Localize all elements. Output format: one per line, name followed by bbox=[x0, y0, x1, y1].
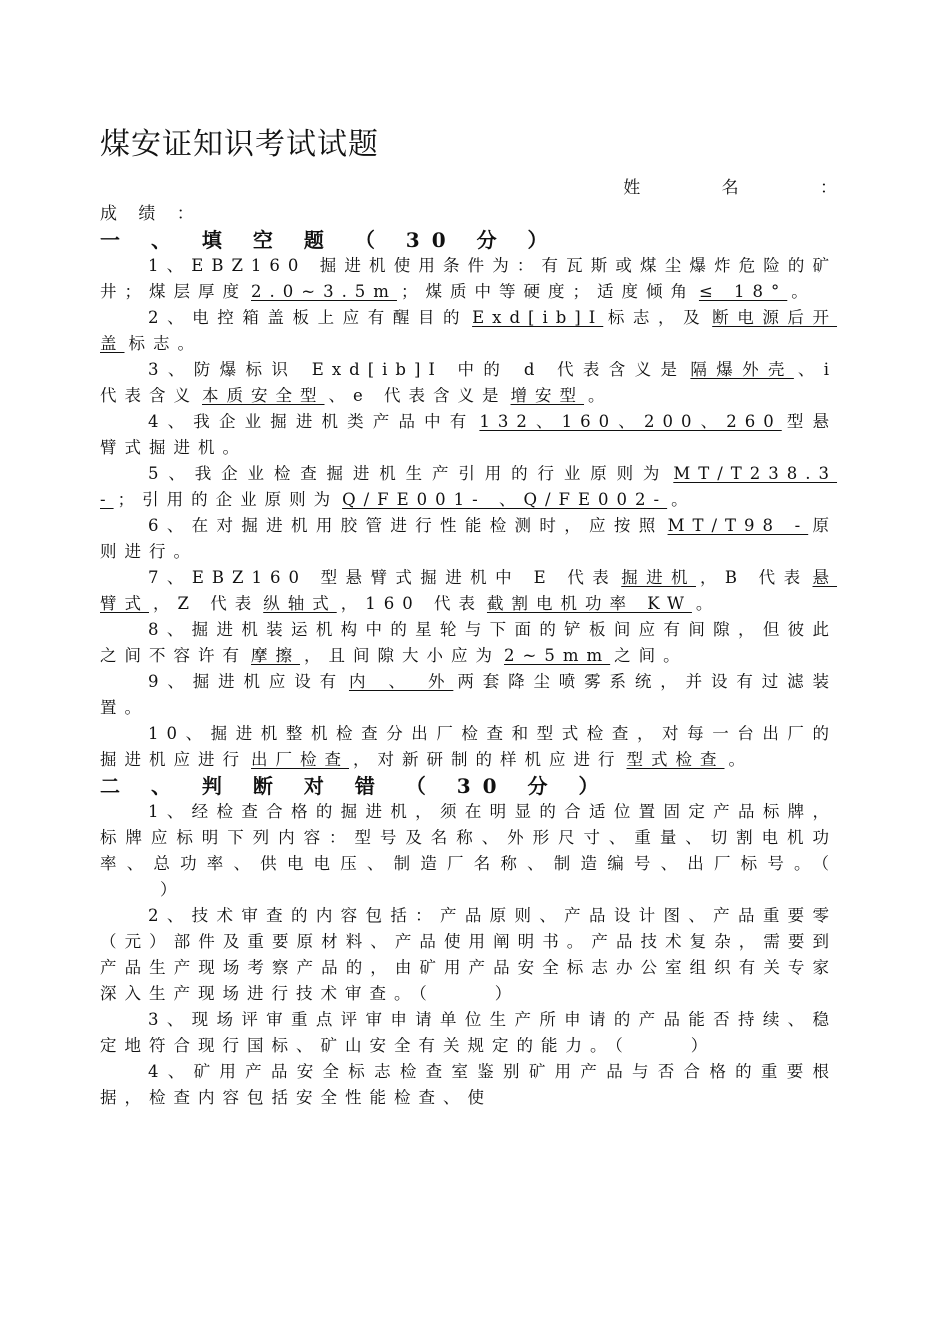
answer: 断电源后开盖 bbox=[100, 308, 838, 353]
fill-question-8: 8、掘进机装运机构中的星轮与下面的铲板间应有间隙，但彼此之间不容许有 摩擦 ，且间隙大小应为 2~5mm 之间。 bbox=[100, 620, 838, 665]
fill-question-6: 6、在对掘进机用胶管进行性能检测时，应按照 MT/T98 - 原则进行。 bbox=[100, 516, 838, 561]
answer: 出厂检查 bbox=[251, 750, 349, 769]
answer: 增安型 bbox=[510, 386, 585, 405]
section-heading-fill-blank: 一 、 填 空 题 （ 30 分 ） bbox=[100, 228, 560, 252]
answer: Q/FE001- 、Q/FE002- bbox=[342, 490, 668, 509]
judge-question-2: 2、技术审查的内容包括：产品原则、产品设计图、产品重要零（元）部件及重要原材料、产品使用阐明书。产品技术复杂，需要到产品生产现场考察产品的，由矿用产品安全标志办公室组织有关专家深入生产现场进行技术审查。（ ） bbox=[100, 906, 838, 1003]
answer: MT/T98 - bbox=[667, 516, 809, 535]
answer: ≤ 18° bbox=[698, 282, 788, 301]
section-heading-true-false: 二 、 判 断 对 错 （ 30 分 ） bbox=[100, 774, 611, 798]
fill-question-2: 2、电控箱盖板上应有醒目的 Exd[ib]I 标志，及 断电源后开盖 标志。 bbox=[100, 308, 838, 353]
answer: 隔爆外壳 bbox=[690, 360, 794, 379]
answer: 悬臂式 bbox=[100, 568, 838, 613]
answer: 掘进机 bbox=[621, 568, 696, 587]
answer: 纵轴式 bbox=[263, 594, 337, 613]
answer: Exd[ib]I bbox=[472, 308, 604, 327]
fill-question-9: 9、掘进机应设有 内 、 外 两套降尘喷雾系统，并设有过滤装置。 bbox=[100, 672, 838, 717]
answer: 2.0~3.5m bbox=[251, 282, 397, 301]
exam-page bbox=[100, 125, 875, 1111]
name-field-label: 姓 名 ： bbox=[623, 178, 875, 198]
fill-question-3: 3、防爆标识 Exd[ib]I 中的 d 代表含义是 隔爆外壳 、i 代表含义 本质安全型 、e 代表含义是 增安型 。 bbox=[100, 360, 838, 405]
fill-question-5: 5、我企业检查掘进机生产引用的行业原则为 MT/T238.3- ；引用的企业原则为 Q/FE001- 、Q/FE002- 。 bbox=[100, 464, 838, 509]
answer: 截割电机功率 KW bbox=[486, 594, 692, 613]
fill-question-1: 1、EBZ160 掘进机使用条件为：有瓦斯或煤尘爆炸危险的矿井；煤层厚度 2.0~3.5m ；煤质中等硬度；适度倾角 ≤ 18° 。 bbox=[100, 256, 838, 301]
fill-question-10: 10、掘进机整机检查分出厂检查和型式检查，对每一台出厂的掘进机应进行 出厂检查 ，对新研制的样机应进行 型式检查 。 bbox=[100, 724, 838, 769]
answer: 内 、 外 bbox=[348, 672, 454, 691]
judge-question-1: 1、经检查合格的掘进机，须在明显的合适位置固定产品标牌，标牌应标明下列内容：型号及名称、外形尺寸、重量、切割电机功率、总功率、供电电压、制造厂名称、制造编号、出厂标号。（） bbox=[100, 802, 838, 899]
fill-question-4: 4、我企业掘进机类产品中有 132、160、200、260 型悬臂式掘进机。 bbox=[100, 412, 838, 457]
judge-question-3: 3、现场评审重点评审申请单位生产所申请的产品能否持续、稳定地符合现行国标、矿山安全有关规定的能力。（ ） bbox=[100, 1010, 838, 1055]
answer: 摩擦 bbox=[251, 646, 300, 665]
score-field-label: 成 绩 ： bbox=[100, 204, 202, 224]
answer: 132、160、200、260 bbox=[479, 412, 782, 431]
answer: 型式检查 bbox=[626, 750, 725, 769]
answer: MT/T238.3- bbox=[100, 464, 838, 509]
page-title: 煤安证知识考试试题 bbox=[100, 127, 379, 162]
answer: 2~5mm bbox=[504, 646, 611, 665]
answer: 本质安全型 bbox=[202, 386, 325, 405]
judge-question-4: 4、矿用产品安全标志检查室鉴别矿用产品与否合格的重要根据，检查内容包括安全性能检查、使 bbox=[100, 1062, 838, 1107]
fill-question-7: 7、EBZ160 型悬臂式掘进机中 E 代表 掘进机 ，B 代表 悬臂式 ，Z 代表 纵轴式 ，160 代表 截割电机功率 KW 。 bbox=[100, 568, 838, 613]
